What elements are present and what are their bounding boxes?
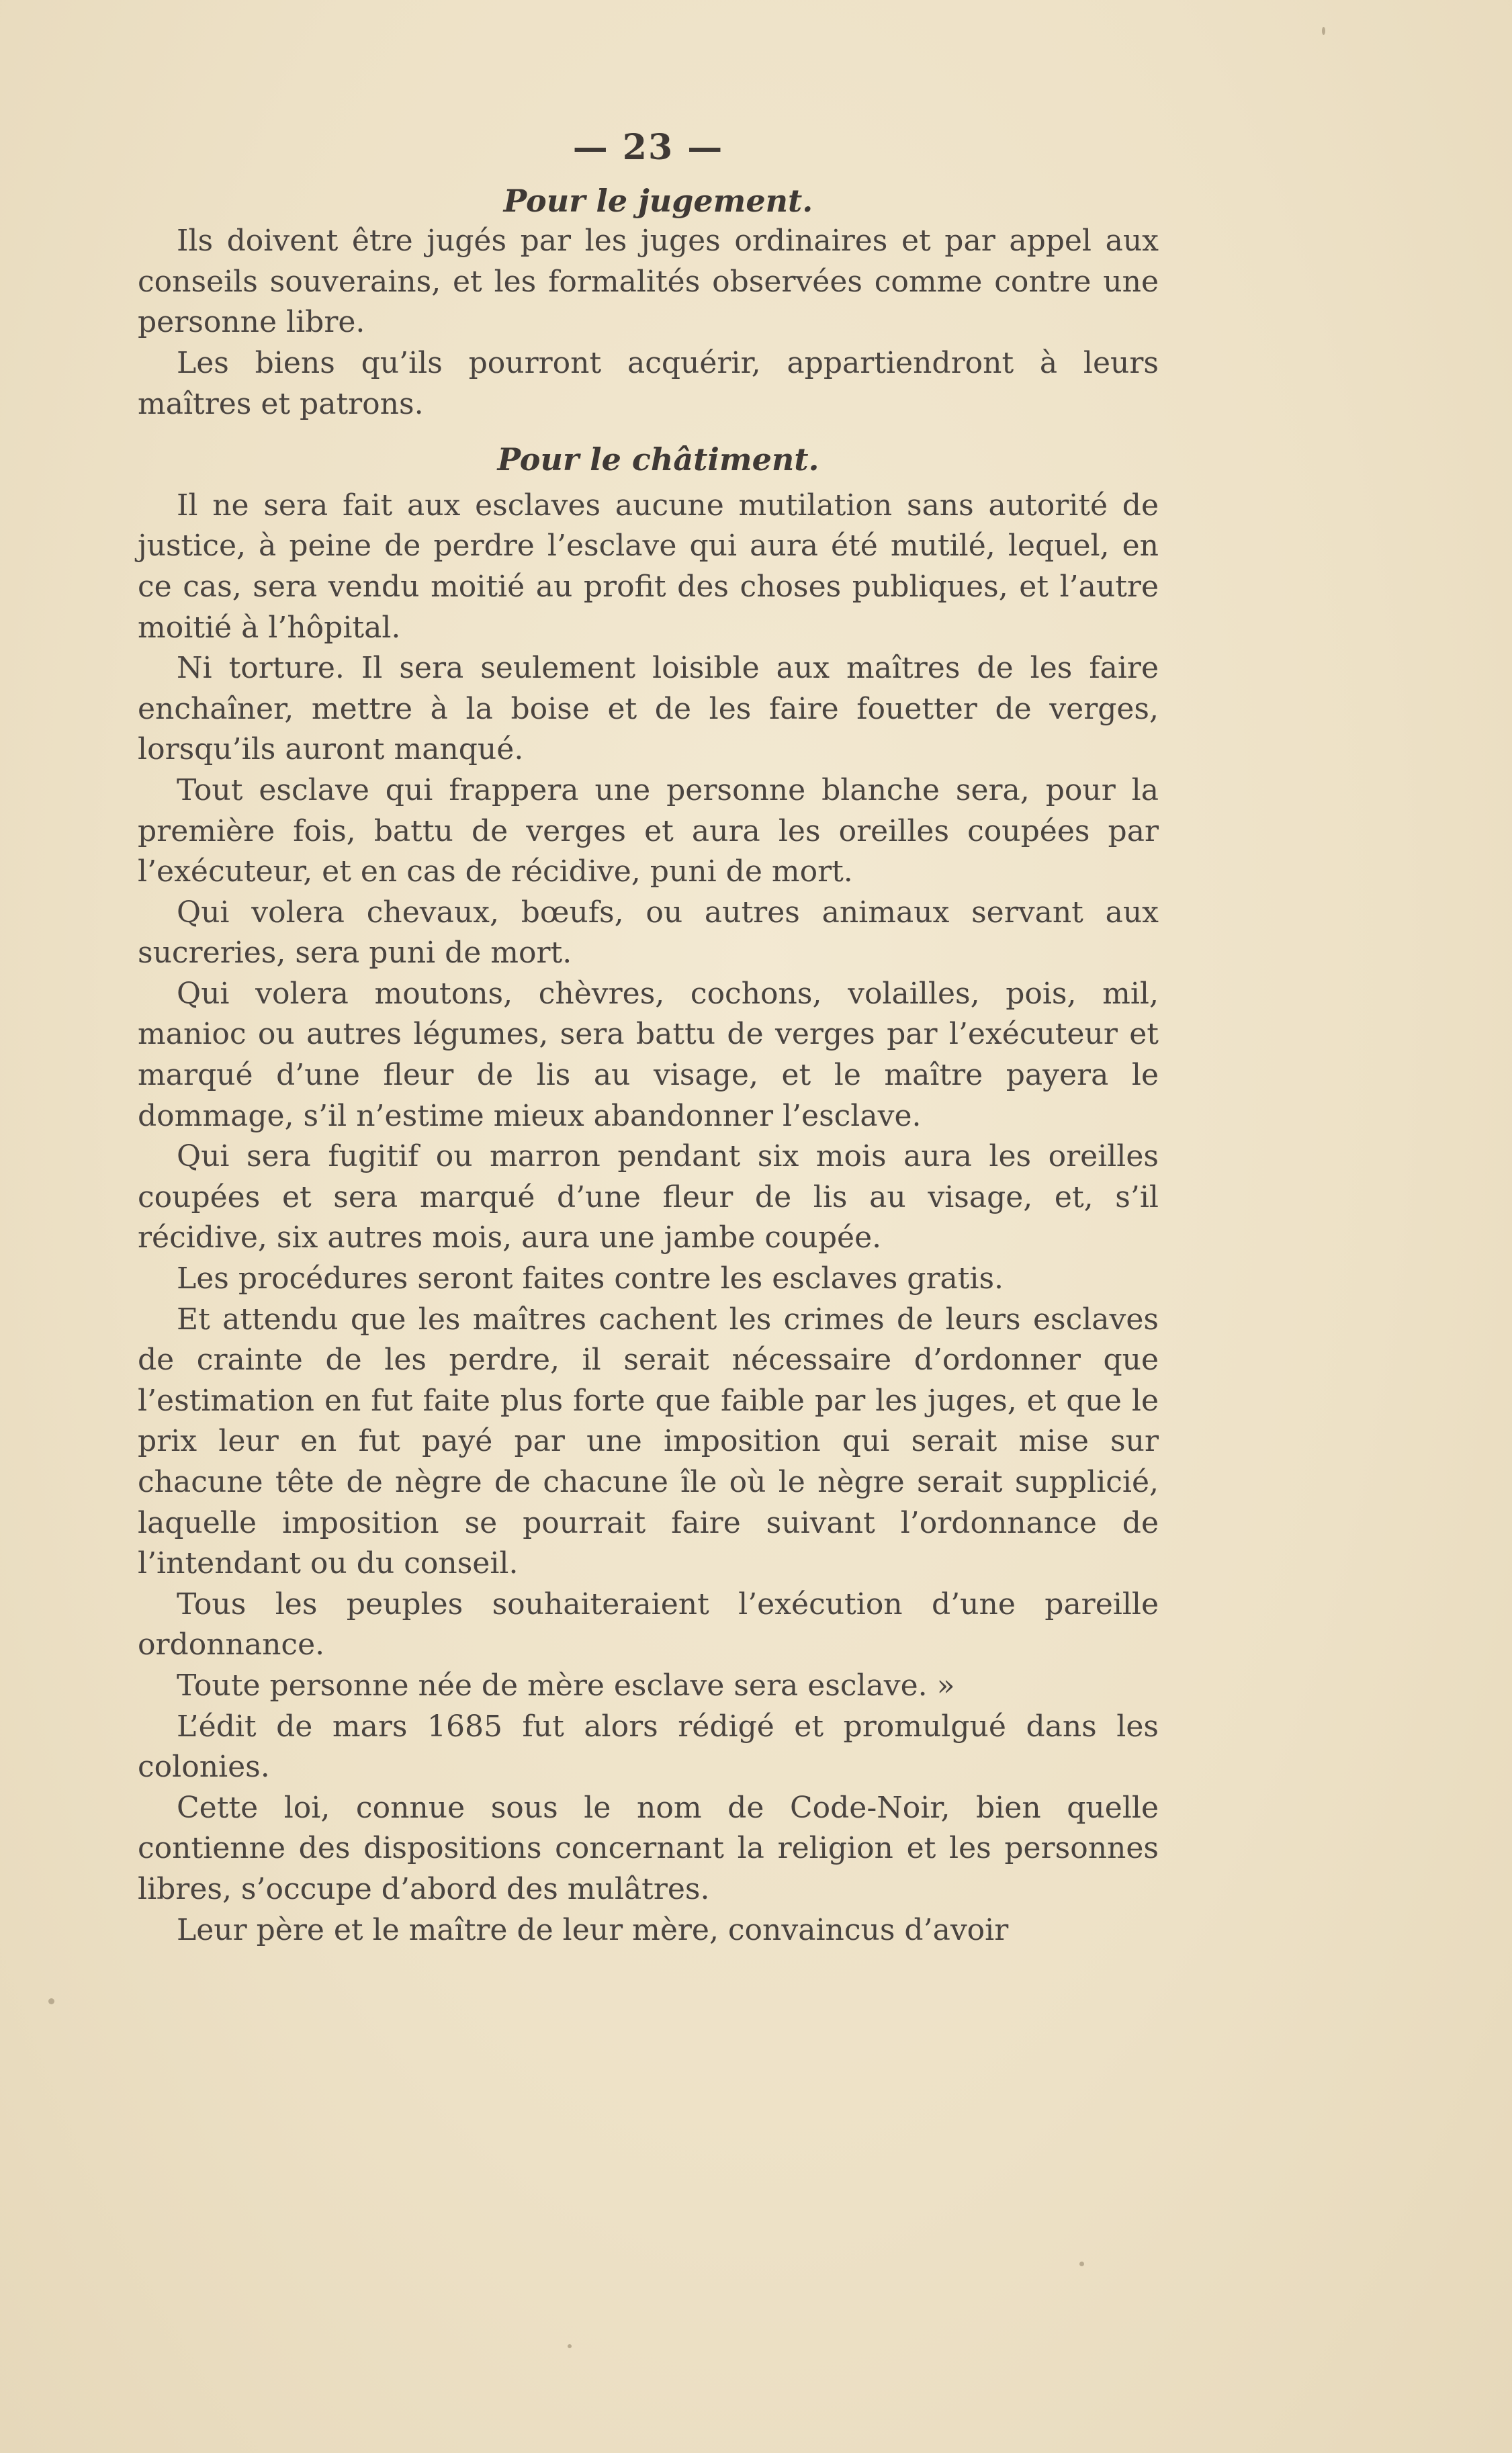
paper-speck xyxy=(1079,2262,1084,2266)
paragraph: Ni torture. Il sera seulement loisible aux maîtres de les faire enchaîner, mettre à la boise et de les faire fouetter de verges, lorsqu’ils auront manqué. xyxy=(138,651,1159,767)
page-number: — 23 — xyxy=(572,127,724,168)
paper-speck xyxy=(568,2344,572,2348)
paragraph: Qui sera fugitif ou marron pendant six mois aura les oreilles coupées et sera marqué d’une fleur de lis au visage, et, s’il récidive, six autres mois, aura une jambe coupée. xyxy=(138,1139,1159,1255)
paragraph: Tous les peuples souhaiteraient l’exécution d’une pareille ordonnance. xyxy=(138,1587,1159,1662)
paragraph: Qui volera moutons, chèvres, cochons, volailles, pois, mil, manioc ou autres légumes, sera battu de verges par l’exécuteur et marqué d’une fleur de lis au visage, et le maître payera le dommage, s’il n’estime mieux abandonner l’esclave. xyxy=(138,976,1159,1133)
paragraph: Toute personne née de mère esclave sera esclave. » xyxy=(177,1668,955,1703)
paragraph: Ils doivent être jugés par les juges ordinaires et par appel aux conseils souverains, et les formalités observées comme contre une personne libre. xyxy=(138,224,1159,340)
paragraph: Et attendu que les maîtres cachent les crimes de leurs esclaves de crainte de les perdre, il serait nécessaire d’ordonner que l’estimation en fut faite plus forte que faible par les juges, et que le prix leur en fut payé par une imposition qui serait mise sur chacune tête de nègre de chacune île où le nègre serait supplicié, laquelle imposition se pourrait faire suivant l’ordonnance de l’intendant ou du conseil. xyxy=(138,1302,1159,1581)
paragraph: L’édit de mars 1685 fut alors rédigé et promulgué dans les colonies. xyxy=(138,1709,1159,1785)
paper-speck xyxy=(48,1998,54,2004)
paragraph: Il ne sera fait aux esclaves aucune mutilation sans autorité de justice, à peine de perdre l’esclave qui aura été mutilé, lequel, en ce cas, sera vendu moitié au profit des choses publiques, et l’autre moitié à l’hôpital. xyxy=(138,488,1159,645)
paper-speck xyxy=(1322,27,1325,35)
paragraph: Les procédures seront faites contre les esclaves gratis. xyxy=(177,1261,1004,1296)
paragraph: Cette loi, connue sous le nom de Code-Noir, bien quelle contienne des dispositions concernant la religion et les personnes libres, s’occupe d’abord des mulâtres. xyxy=(138,1790,1159,1906)
section-heading-chatiment: Pour le châtiment. xyxy=(497,441,819,478)
paragraph: Les biens qu’ils pourront acquérir, appartiendront à leurs maîtres et patrons. xyxy=(138,345,1159,421)
paragraph: Qui volera chevaux, bœufs, ou autres animaux servant aux sucreries, sera puni de mort. xyxy=(138,895,1159,971)
text-column xyxy=(138,128,1159,1951)
paragraph: Tout esclave qui frappera une personne blanche sera, pour la première fois, battu de verges et aura les oreilles coupées par l’exécuteur, et en cas de récidive, puni de mort. xyxy=(138,772,1159,889)
paragraph: Leur père et le maître de leur mère, convaincus d’avoir xyxy=(177,1912,1009,1947)
section-heading-jugement: Pour le jugement. xyxy=(503,182,813,219)
